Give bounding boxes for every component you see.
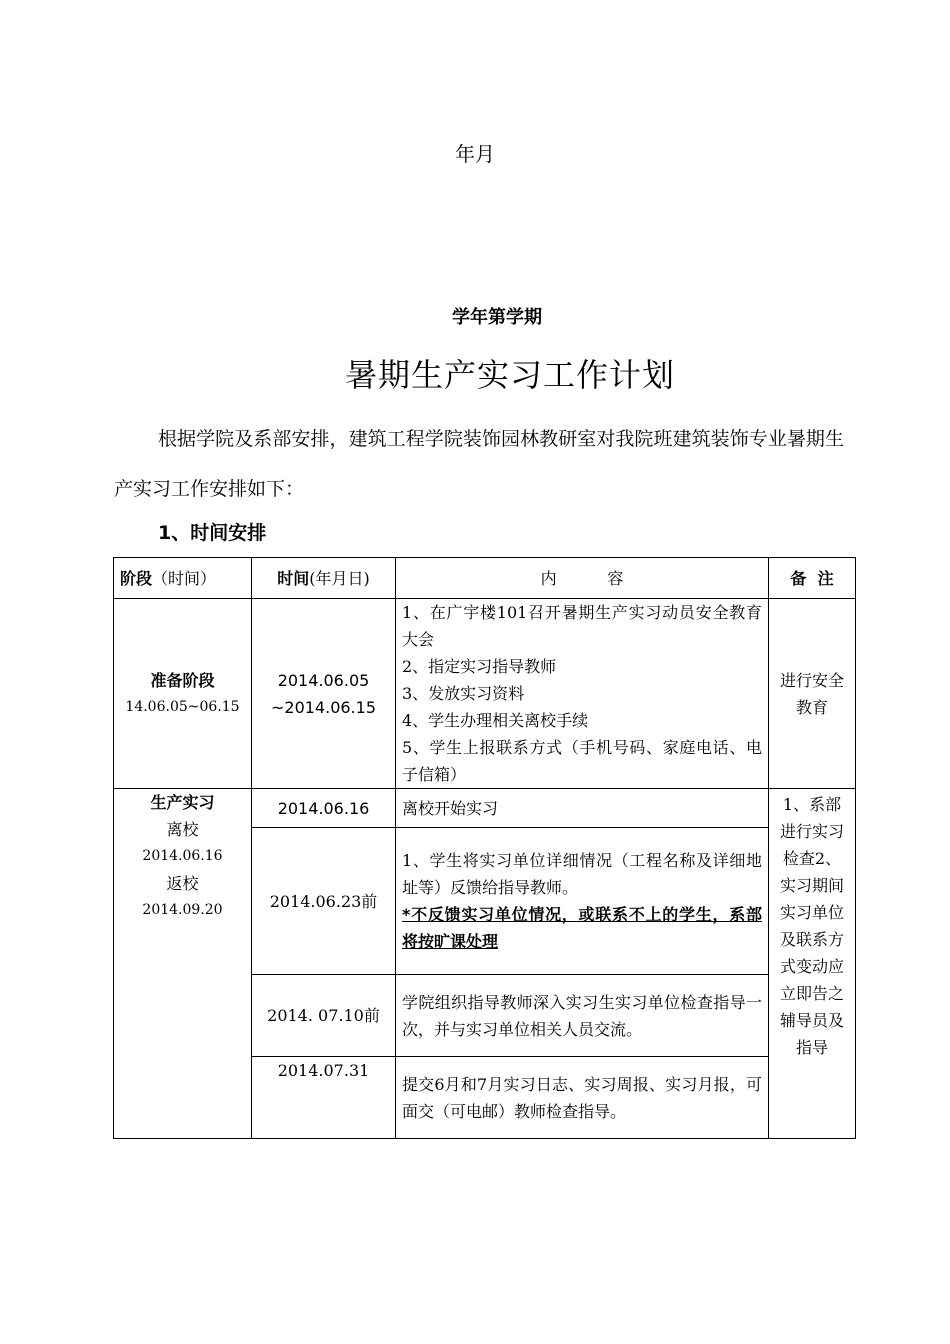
header-content [396,558,769,599]
practice-time-2: 2014.06.23前 [252,828,396,975]
practice-warning: *不反馈实习单位情况，或联系不上的学生，系部将按旷课处理 [402,905,762,951]
schedule-table [113,557,856,1139]
header-time-sub: (年月日) [309,568,370,588]
intro-paragraph: 根据学院及系部安排，建筑工程学院装饰园林教研室对我院班建筑装饰专业暑期生产实习工作安排如下： [114,428,844,500]
prep-stage-dates: 14.06.05~06.15 [125,698,240,715]
practice-remark: 1、系部进行实习检查2、实习期间实习单位及联系方式变动应立即告之辅导员及指导 [779,795,844,1057]
practice-return-date: 2014.09.20 [142,902,223,918]
practice-content-3: 学院组织指导教师深入实习生实习单位检查指导一次，并与实习单位相关人员交流。 [396,975,769,1057]
practice-content-2-text: 1、学生将实习单位详细情况（工程名称及详细地址等）反馈给指导教师。 [402,851,762,897]
practice-remark-cell [769,789,856,1139]
prep-content-cell [396,599,769,789]
practice-content-1: 离校开始实习 [396,789,769,828]
header-time-label: 时间 [277,568,310,588]
practice-stage-name: 生产实习 [150,793,215,812]
prep-item-2: 2、指定实习指导教师 [402,657,557,676]
header-time [252,558,396,599]
practice-leave-label: 离校 [166,820,199,839]
prep-time-end: ~2014.06.15 [270,697,376,717]
prep-remark: 进行安全教育 [779,670,844,717]
document-title: 暑期生产实习工作计划 [344,356,675,394]
practice-time-3: 2014. 07.10前 [252,975,396,1057]
table-header-row [114,558,856,599]
practice-content-4: 提交6月和7月实习日志、实习周报、实习月报，可面交（可电邮）教师检查指导。 [396,1057,769,1139]
practice-time-1: 2014.06.16 [252,789,396,828]
table-row-preparation [114,599,856,789]
header-remarks-label: 备 注 [790,568,834,588]
document-subtitle: 学年第学期 [452,307,542,328]
prep-stage-name: 准备阶段 [150,670,215,690]
prep-remark-cell [769,599,856,789]
prep-stage-cell [114,599,252,789]
prep-item-3: 3、发放实习资料 [402,684,525,703]
header-stage-label: 阶段 [120,568,153,588]
prep-item-5: 5、学生上报联系方式（手机号码、家庭电话、电子信箱） [402,738,762,784]
practice-stage-cell [114,789,252,1139]
prep-time-cell [252,599,396,789]
header-stage-sub: （时间） [152,568,217,588]
practice-return-label: 返校 [166,874,199,893]
prep-time-start: 2014.06.05 [277,670,370,690]
section-heading-time-schedule: 1、时间安排 [158,522,267,544]
date-line: 年月 [455,142,495,166]
practice-content-2 [396,828,769,975]
practice-leave-date: 2014.06.16 [142,848,223,864]
practice-time-4: 2014.07.31 [252,1057,396,1139]
prep-item-1: 1、在广宇楼101召开暑期生产实习动员安全教育大会 [402,603,762,649]
header-content-label: 内 容 [540,568,624,588]
table-row-practice-1 [114,789,856,828]
header-remarks [769,558,856,599]
header-stage [114,558,252,599]
prep-item-4: 4、学生办理相关离校手续 [402,711,589,730]
